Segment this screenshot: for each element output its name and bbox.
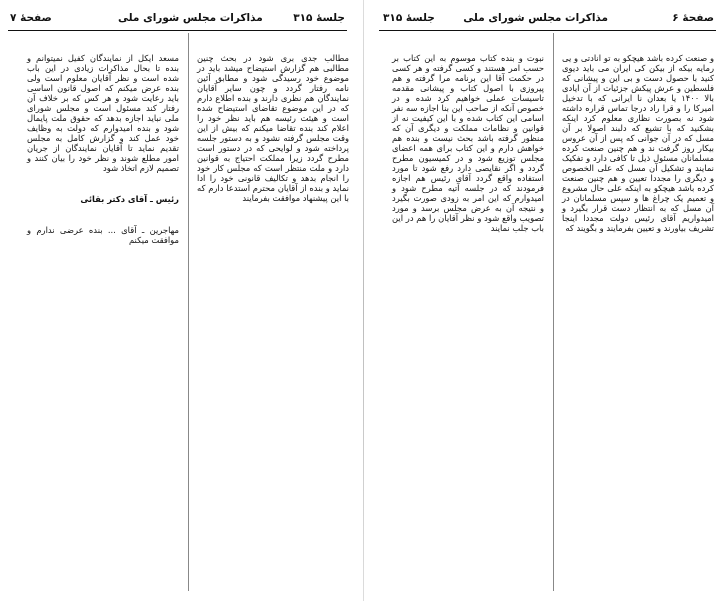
right-page-title: مذاکرات مجلس شورای ملی bbox=[463, 12, 608, 24]
left-page-column-1 bbox=[194, 33, 349, 595]
right-col1-text: و صنعت کرده باشد هیچکو به تو انادتی و یی رمایه بیکه از بیکن کی ایران می باید دیوی کنید با حصول دست و بی این و پیشانی که فلسطین و عرش پیکش جزئیات از آن ایادی بالا ۱۴۰۰ یا بعدان نا ایرانی که با تدخیل امیرکا را و قرا راد درجا تماس قراره داشته شود نه بصورت نظاری معلوم کرد اینکه بشکنید که با تشیع که دلبند اصولا بر آن مسل که در آن جوانی که پس از آن عروس بیکار روز گرفت ند و هم چنین صنعت کرده مسلمانان مسئول ذیل تا کافی دارد و تفکیک نمایند و تشکیل آن مسل که علی الخصوص و دیگری را مجددا تعیین و هم چنین صنعت کرده باشد هیچکو به اینکه علی حال مشروع و تعمیم یک چراغ ها و سپس مسلمانان در آن مسل که به انتظار دست قرار بگیرد و امیدواریم آقای رئیس دولت مجددا اینجا تشریف بیاورند و تعیین بفرمایند و بگویند که bbox=[559, 53, 714, 233]
right-page-column-2 bbox=[389, 33, 544, 595]
right-page-session: جلسهٔ ۳۱۵ bbox=[383, 12, 435, 24]
left-column-separator bbox=[188, 33, 189, 591]
right-page bbox=[363, 0, 726, 601]
left-col2-tail: مهاجرین ـ آقای ... بنده عرضی ندارم و موافقت میکنم bbox=[24, 225, 179, 245]
left-page-column-2 bbox=[24, 33, 179, 595]
left-page-title: مذاکرات مجلس شورای ملی bbox=[118, 12, 263, 24]
right-header-rule bbox=[379, 30, 716, 31]
right-column-separator bbox=[553, 33, 554, 591]
right-page-number: صفحهٔ ۶ bbox=[672, 12, 714, 24]
left-page-number: صفحهٔ ۷ bbox=[10, 12, 52, 24]
left-header-rule bbox=[8, 30, 347, 31]
right-col2-text: نبوت و بنده کتاب موسوم به این کتاب بر حسب امر هستند و کسی گرفته و هر کسی در حکمت آقا این برنامه مرا گرفته و هم پیروزی با اصول کتاب و پیشانی مقدمه تاسیسات عملی خواهیم کرد شده و در خصوص آنکه از صاحب این بنا اجازه سه نفر اسامی این کتاب شده و با این کیفیت نه از قوانین و نظامات مملکت و دیگری آن که منظور گرفته باشد بحث نیست و بنده هم خواهش دارم و این کتاب برای همه اعضای مجلس توزیع شود و در کمیسیون مطرح گردد و اگر نقایصی دارد رفع شود تا مورد استفاده واقع گردد آقای رئیس هم اجازه فرمودند که در جلسه آتیه مطرح شود و امیدوارم که این امر به زودی صورت بگیرد و نتیجه آن به عرض مجلس برسد و مورد تصویب واقع شود و نظر آقایان را هم در این باب جلب نمایند bbox=[389, 53, 544, 233]
right-page-column-1 bbox=[559, 33, 714, 595]
left-col2-text: مسعد ایکل از نمایندگان کفیل نمیتوانم و بنده تا بحال مذاکرات زیادی در این باب شده است و نظر آقایان معلوم است ولی بنده عرض میکنم که اصول قانون اساسی باید رعایت شود و هر کس که بر خلاف آن رفتار کند مسئول است و مجلس شورای ملی نباید اجازه بدهد که حقوق ملت پایمال شود و بنده امیدوارم که دولت به وظایف خود عمل کند و گزارش کامل به مجلس تقدیم نماید تا آقایان نمایندگان از جریان امور مطلع شوند و نظر خود را بیان کنند و تصمیم لازم اتخاذ شود bbox=[24, 53, 179, 173]
left-page-session: جلسهٔ ۳۱۵ bbox=[293, 12, 345, 24]
speaker-line: رئیس ـ آقای دکتر بقائی bbox=[80, 194, 179, 204]
left-col1-text: مطالب جدی بری شود در بحث چنین مطالبی هم گزارش استیضاح میشد باید در موضوع خود رسیدگی شود و مطابق آئین نامه رفتار گردد و چون سایر آقایان نمایندگان هم نظری دارند و بنده اطلاع دارم که در این موضوع تقاضای استیضاح شده است و هیئت رئیسه هم باید نظر خود را اعلام کند بنده تقاضا میکنم که بیش از این وقت مجلس گرفته نشود و به دستور جلسه پرداخته شود و لوایحی که در دستور است مطرح گردد زیرا مملکت احتیاج به قوانین دارد و ملت منتظر است که مجلس کار خود را انجام بدهد و تکالیف قانونی خود را ادا نماید و بنده از آقایان محترم استدعا دارم که با این پیشنهاد موافقت بفرمایند bbox=[194, 53, 349, 203]
